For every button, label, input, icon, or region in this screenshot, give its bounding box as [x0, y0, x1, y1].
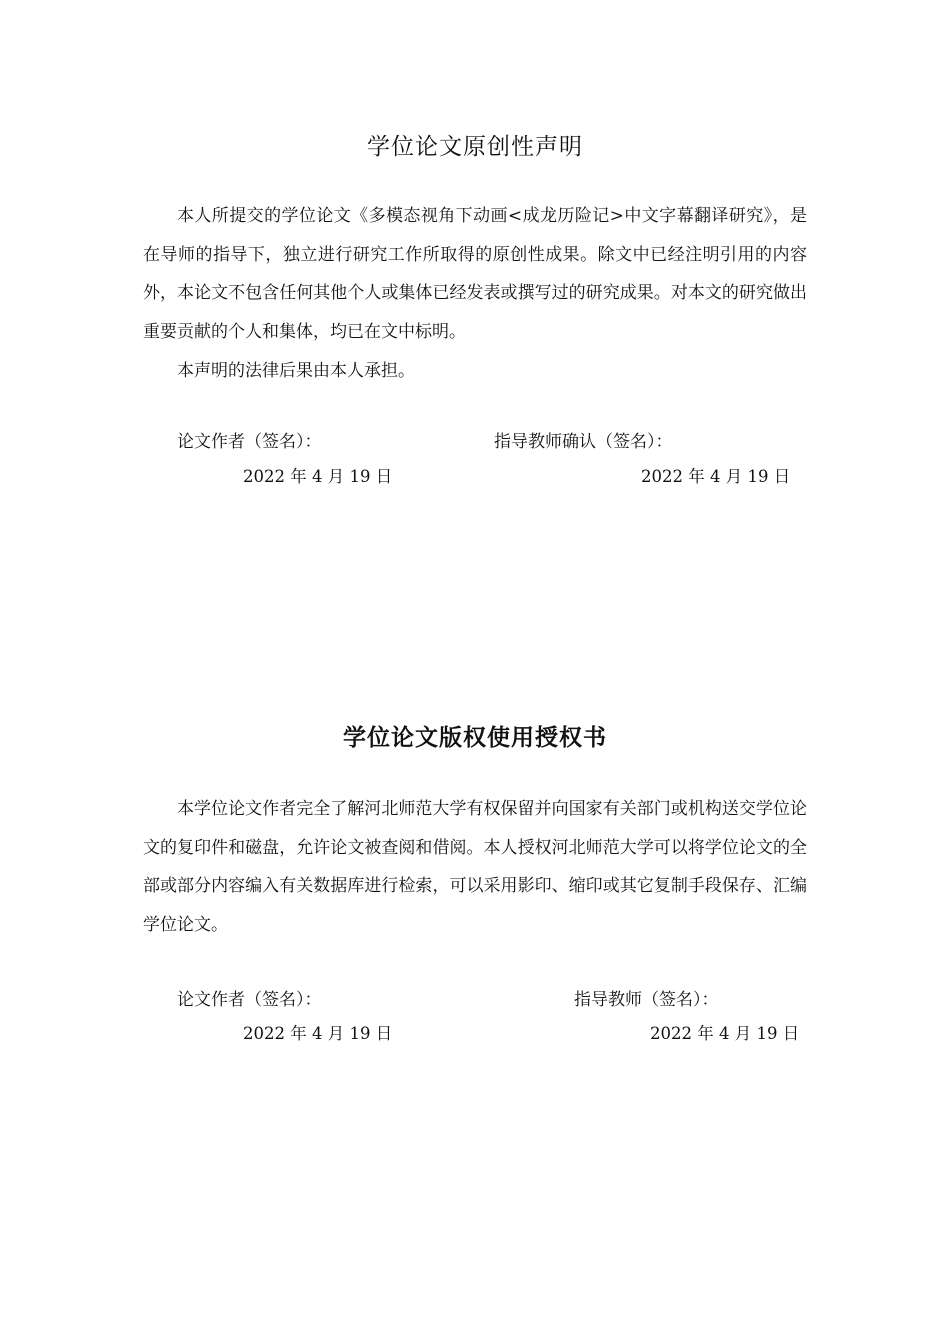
supervisor-signature-date: 2022 年 4 月 19 日 [641, 467, 791, 486]
author-signature-date: 2022 年 4 月 19 日 [243, 467, 393, 486]
originality-paragraph: 本人所提交的学位论文《多模态视角下动画<成龙历险记>中文字幕翻译研究》，是在导师的指导下，独立进行研究工作所取得的原创性成果。除文中已经注明引用的内容外，本论文不包含任何其他个人或集体已经发表或撰写过的研究成果。对本文的研究做出重要贡献的个人和集体，均已在文中标明。 [143, 206, 807, 342]
supervisor-confirm-signature-label: 指导教师确认（签名）： [494, 432, 673, 452]
legal-consequence-paragraph: 本声明的法律后果由本人承担。 [177, 361, 415, 381]
copyright-author-signature-label: 论文作者（签名）： [177, 990, 322, 1010]
copyright-supervisor-date: 2022 年 4 月 19 日 [650, 1024, 800, 1043]
copyright-title: 学位论文版权使用授权书 [343, 725, 607, 751]
copyright-paragraph: 本学位论文作者完全了解河北师范大学有权保留并向国家有关部门或机构送交学位论文的复印件和磁盘，允许论文被查阅和借阅。本人授权河北师范大学可以将学位论文的全部或部分内容编入有关数据库进行检索，可以采用影印、缩印或其它复制手段保存、汇编学位论文。 [143, 799, 807, 935]
author-signature-label: 论文作者（签名）： [177, 432, 322, 452]
copyright-author-date: 2022 年 4 月 19 日 [243, 1024, 393, 1043]
originality-title: 学位论文原创性声明 [367, 134, 583, 160]
copyright-supervisor-signature-label: 指导教师（签名）： [574, 990, 719, 1010]
